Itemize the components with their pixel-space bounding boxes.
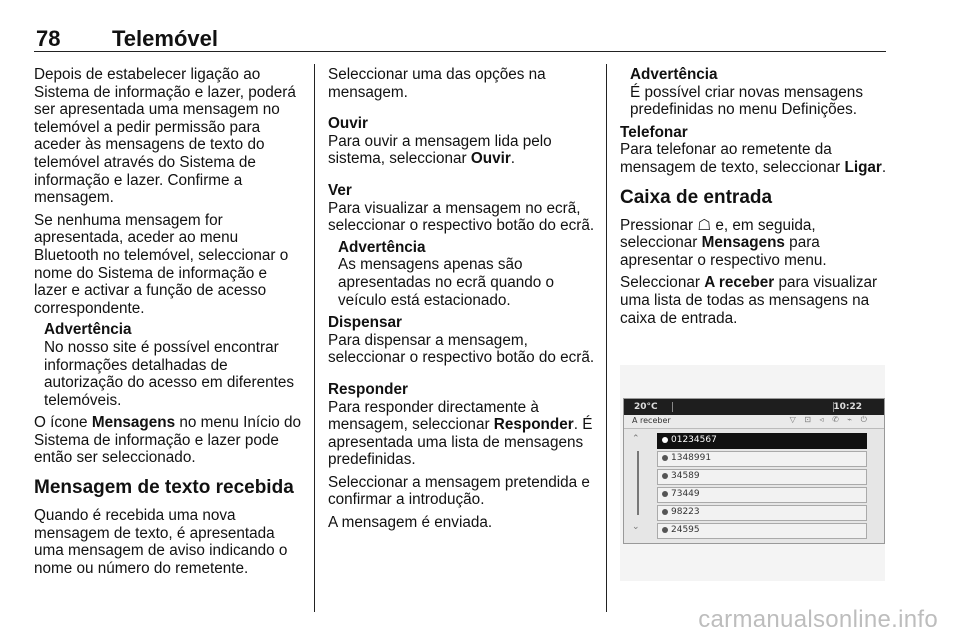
paragraph: Seleccionar A receber para visualizar uma lista de todas as mensagens na caixa de entrada. [620, 274, 878, 327]
subheading: Ouvir [328, 115, 368, 133]
scroll-down-icon[interactable]: ⌄ [632, 522, 640, 532]
page-number: 78 [36, 26, 61, 51]
note-title: Advertência [338, 238, 426, 256]
column-divider [314, 64, 315, 612]
message-icon [662, 473, 668, 479]
subheading: Responder [328, 380, 408, 398]
message-list [657, 433, 867, 541]
note-text: As mensagens apenas são apresentadas no ecrã quando o veículo está estacionado. [338, 256, 555, 309]
message-icon [662, 455, 668, 461]
sender-number: 24595 [671, 525, 700, 535]
note-title: Advertência [44, 321, 132, 339]
menu-term: Responder [493, 416, 574, 434]
column-2 [328, 66, 596, 532]
inbox-screen-illustration [620, 365, 885, 581]
scrollbar[interactable] [637, 451, 639, 515]
list-item[interactable] [657, 469, 867, 485]
status-bar [624, 399, 884, 415]
menu-term: Ouvir [470, 150, 511, 168]
list-item[interactable] [657, 487, 867, 503]
paragraph: Para telefonar ao remetente da mensagem de texto, seleccionar Ligar. [620, 141, 887, 176]
message-icon [662, 437, 668, 443]
column-3 [620, 66, 888, 327]
status-icons: ▽ ⊡ ◃ ✆ ⌁ ⏻ [789, 415, 870, 424]
paragraph: Pressionar ☖ e, em seguida, seleccionar Mensagens para apresentar o respectivo menu. [620, 216, 827, 269]
list-item[interactable] [657, 523, 867, 539]
paragraph: Seleccionar a mensagem pretendida e confirmar a introdução. [328, 473, 590, 509]
paragraph: Para dispensar a mensagem, seleccionar o respectivo botão do ecrã. [328, 331, 595, 367]
message-icon [662, 509, 668, 515]
paragraph: Para visualizar a mensagem no ecrã, seleccionar o respectivo botão do ecrã. [328, 199, 595, 235]
infotainment-display [623, 398, 885, 544]
message-icon [662, 527, 668, 533]
paragraph: A mensagem é enviada. [328, 514, 493, 532]
column-divider [606, 64, 607, 612]
paragraph: Quando é recebida uma nova mensagem de texto, é apresentada uma mensagem de aviso indicando o nome ou número do remetente. [34, 507, 288, 577]
column-1 [34, 66, 302, 577]
menu-term: Mensagens [91, 414, 176, 432]
sender-number: 34589 [671, 471, 700, 481]
scroll-up-icon[interactable]: ⌃ [632, 434, 640, 444]
menu-term: Ligar [844, 158, 882, 176]
list-item[interactable] [657, 505, 867, 521]
section-heading: Mensagem de texto recebida [34, 477, 294, 499]
note-box [338, 239, 596, 309]
watermark: carmanualsonline.info [698, 606, 938, 633]
list-item[interactable] [657, 451, 867, 467]
page-title: Telemóvel [112, 26, 218, 51]
paragraph: Depois de estabelecer ligação ao Sistema de informação e lazer, poderá ser apresentada uma mensagem no telemóvel a pedir permissão para aceder às mensagens de texto do telemóvel através do Sistema de informação e lazer. Confirme a mensagem. [34, 66, 296, 207]
sender-number: 1348991 [671, 453, 712, 463]
section-heading: Caixa de entrada [620, 186, 773, 208]
paragraph: Para ouvir a mensagem lida pelo sistema, seleccionar Ouvir. [328, 132, 552, 168]
paragraph: Se nenhuma mensagem for apresentada, aceder ao menu Bluetooth no telemóvel, seleccionar o nome do Sistema de informação e lazer e activar a função de acesso correspondente. [34, 211, 289, 317]
sender-number: 98223 [671, 507, 700, 517]
subheading: Ver [328, 181, 352, 199]
list-item[interactable] [657, 433, 867, 449]
note-text: No nosso site é possível encontrar informações detalhadas de autorização do acesso em diferentes telemóveis. [44, 338, 294, 409]
message-icon [662, 491, 668, 497]
paragraph: Para responder directamente à mensagem, seleccionar Responder. É apresentada uma lista de mensagens predefinidas. [328, 398, 593, 469]
temperature-readout: 20°C [634, 402, 658, 412]
home-icon: ☖ [697, 216, 712, 234]
note-title: Advertência [630, 66, 718, 83]
paragraph: Seleccionar uma das opções na mensagem. [328, 66, 546, 101]
status-divider [672, 402, 673, 412]
paragraph: O ícone Mensagens no menu Início do Sistema de informação e lazer pode então ser seleccionado. [34, 414, 301, 467]
sender-number: 73449 [671, 489, 700, 499]
header-rule [34, 51, 886, 52]
menu-term: Mensagens [701, 234, 785, 252]
note-box [630, 66, 888, 119]
list-title-bar [624, 415, 884, 429]
subheading: Dispensar [328, 314, 402, 332]
note-text: É possível criar novas mensagens predefinidas no menu Definições. [630, 83, 863, 119]
subheading: Telefonar [620, 123, 688, 141]
sender-number: 01234567 [671, 435, 717, 445]
note-box [44, 321, 302, 409]
menu-term: A receber [704, 274, 775, 292]
clock-readout: 10:22 [833, 402, 862, 412]
list-title: A receber [632, 416, 671, 425]
